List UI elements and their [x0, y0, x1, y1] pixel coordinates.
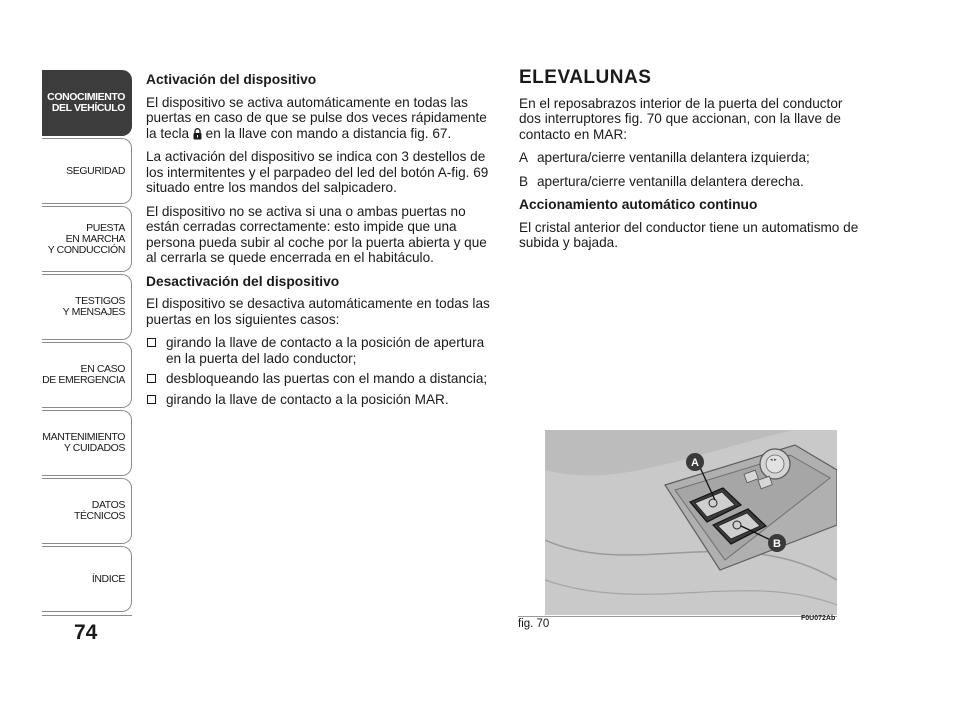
list-item: B apertura/cierre ventanilla delantera derecha.: [519, 173, 804, 189]
tab-indice[interactable]: ÍNDICE: [42, 546, 132, 612]
list-item: girando la llave de contacto a la posición de apertura en la puerta del lado conductor;: [146, 335, 498, 366]
paragraph-activacion-1: El dispositivo se activa automáticamente en todas las puertas en caso de que se pulse dos veces rápidamente la tecla en la llave con mando a distancia fig. 67.: [146, 94, 487, 141]
label-b: B: [773, 538, 781, 550]
tab-datos-tecnicos[interactable]: DATOS TÉCNICOS: [42, 478, 132, 544]
label-a: A: [691, 457, 699, 469]
paragraph-accionamiento: El cristal anterior del conductor tiene un automatismo de subida y bajada.: [519, 219, 859, 250]
checkbox-bullet-icon: [147, 338, 156, 347]
window-switch-illustration: [545, 430, 837, 615]
paragraph-activacion-2: La activación del dispositivo se indica con 3 destellos de los intermitentes y el parpadeo del led del botón A-fig. 69 situado entre los mandos del salpicadero.: [146, 149, 489, 195]
checkbox-bullet-icon: [147, 395, 156, 404]
heading-desactivacion: Desactivación del dispositivo: [146, 273, 340, 289]
lock-icon: [193, 128, 202, 140]
section-title: ELEVALUNAS: [519, 67, 652, 88]
paragraph-elevalunas: En el reposabrazos interior de la puerta del conductor dos interruptores fig. 70 que accionan, con la llave de contacto en MAR:: [519, 95, 843, 142]
paragraph-desactivacion: El dispositivo se desactiva automáticamente en todas las puertas en los siguientes casos:: [146, 296, 490, 327]
page-number: 74: [74, 621, 98, 644]
tab-conocimiento-del-vehiculo[interactable]: CONOCIMIENTO DEL VEHÍCULO: [42, 70, 132, 136]
list-item: girando la llave de contacto a la posición MAR.: [146, 392, 498, 408]
list-item: desbloqueando las puertas con el mando a distancia;: [146, 371, 498, 387]
tab-mantenimiento-y-cuidados[interactable]: MANTENIMIENTO Y CUIDADOS: [42, 410, 132, 476]
figure-caption: fig. 70: [518, 618, 550, 630]
figure-divider: [518, 616, 837, 617]
svg-text:◂ ▸: ◂ ▸: [770, 457, 777, 463]
right-column: [519, 67, 864, 259]
tab-seguridad[interactable]: SEGURIDAD: [42, 138, 132, 204]
left-column: [146, 72, 498, 412]
tab-en-caso-de-emergencia[interactable]: EN CASO DE EMERGENCIA: [42, 342, 132, 408]
list-item: A apertura/cierre ventanilla delantera izquierda;: [519, 150, 810, 165]
paragraph-activacion-3: El dispositivo no se activa si una o ambas puertas no están cerradas correctamente: esto impide que una persona pueda subir al coche por la puerta abierta y que al cerrarla se quede encerrada en el habitáculo.: [146, 203, 487, 265]
heading-accionamiento: Accionamiento automático continuo: [519, 197, 758, 212]
sidebar-bottom-divider: [42, 615, 132, 616]
checkbox-bullet-icon: [147, 374, 156, 383]
figure-code: F0U072Ab: [801, 615, 836, 622]
tab-testigos-y-mensajes[interactable]: TESTIGOS Y MENSAJES: [42, 274, 132, 340]
figure-window-switches: [545, 430, 837, 615]
tab-puesta-en-marcha[interactable]: PUESTA EN MARCHA Y CONDUCCIÓN: [42, 206, 132, 272]
heading-activacion: Activación del dispositivo: [146, 72, 317, 87]
